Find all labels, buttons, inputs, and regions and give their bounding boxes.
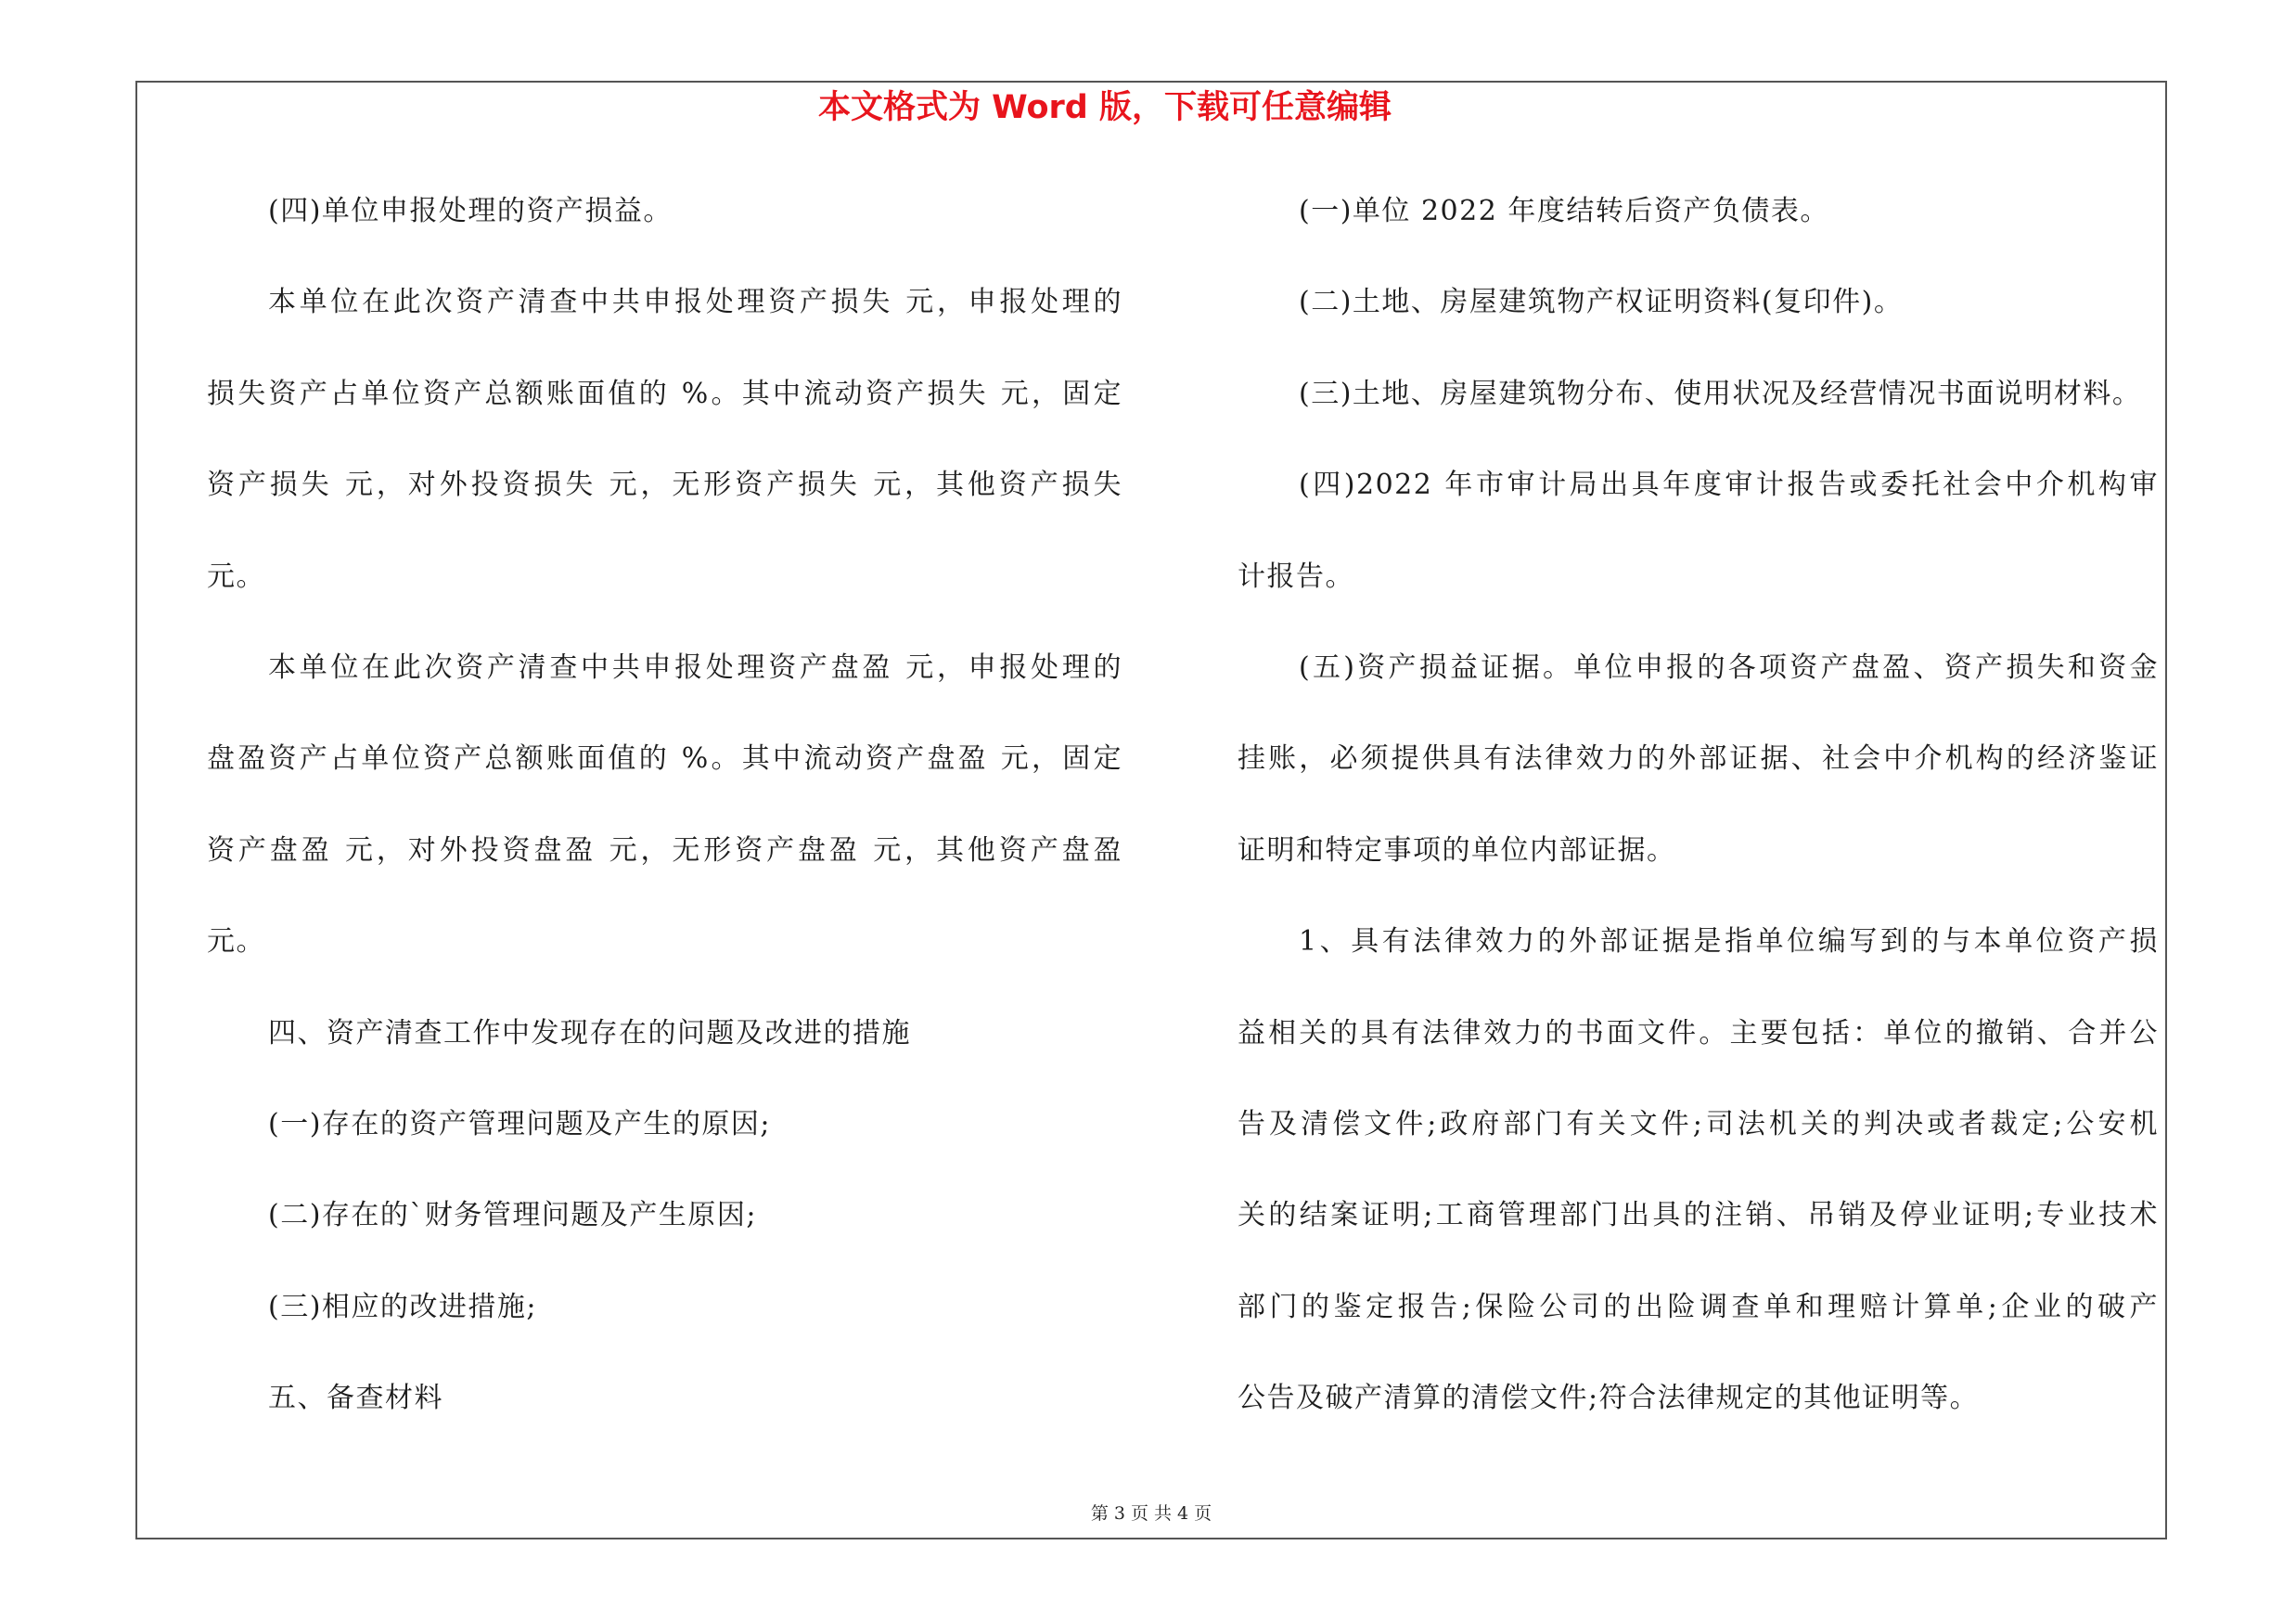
right-column-line: (三)土地、房屋建筑物分布、使用状况及经营情况书面说明材料。 (1299, 377, 2142, 410)
left-text-column (207, 166, 1122, 1444)
right-column-line: (二)土地、房屋建筑物产权证明资料(复印件)。 (1299, 286, 1904, 319)
left-column-line: 本单位在此次资产清查中共申报处理资产盘盈 元，申报处理的 (268, 650, 1122, 684)
right-column-line: (五)资产损益证据。单位申报的各项资产盘盈、资产损失和资金 (1299, 650, 2159, 684)
section-heading: 五、备查材料 (268, 1382, 443, 1415)
right-column-line: 挂账，必须提供具有法律效力的外部证据、社会中介机构的经济鉴证 (1238, 742, 2159, 776)
left-column-line: 盘盈资产占单位资产总额账面值的 %。其中流动资产盘盈 元，固定 (207, 742, 1122, 776)
left-column-line: 元。 (207, 925, 265, 959)
right-column-line: 益相关的具有法律效力的书面文件。主要包括：单位的撤销、合并公 (1238, 1016, 2159, 1050)
right-column-line: 证明和特定事项的单位内部证据。 (1238, 833, 1676, 867)
left-column-line: (四)单位申报处理的资产损益。 (268, 195, 673, 227)
right-column-line: 告及清偿文件;政府部门有关文件;司法机关的判决或者裁定;公安机 (1238, 1107, 2159, 1140)
left-column-line: 资产损失 元，对外投资损失 元，无形资产损失 元，其他资产损失 (207, 469, 1122, 502)
format-notice-header: 本文格式为 Word 版，下载可任意编辑 (817, 89, 1392, 126)
page-number-footer: 第 3 页 共 4 页 (1090, 1503, 1212, 1524)
right-column-line: 计报告。 (1238, 560, 1354, 593)
right-column-line: (一)单位 2022 年度结转后资产负债表。 (1299, 195, 1829, 227)
right-column-line: (四)2022 年市审计局出具年度审计报告或委托社会中介机构审 (1299, 469, 2159, 502)
right-text-column (1238, 166, 2159, 1444)
left-column-line: (一)存在的资产管理问题及产生的原因; (268, 1107, 772, 1140)
right-column-line: 1、具有法律效力的外部证据是指单位编写到的与本单位资产损 (1299, 925, 2159, 959)
right-column-line: 关的结案证明;工商管理部门出具的注销、吊销及停业证明;专业技术 (1238, 1199, 2159, 1232)
left-column-line: 资产盘盈 元，对外投资盘盈 元，无形资产盘盈 元，其他资产盘盈 (207, 833, 1122, 867)
left-column-line: 损失资产占单位资产总额账面值的 %。其中流动资产损失 元，固定 (207, 377, 1122, 410)
left-column-line: (三)相应的改进措施; (268, 1290, 538, 1323)
right-column-line: 公告及破产清算的清偿文件;符合法律规定的其他证明等。 (1238, 1382, 1980, 1415)
right-column-line: 部门的鉴定报告;保险公司的出险调查单和理赔计算单;企业的破产 (1238, 1290, 2159, 1323)
left-column-line: 元。 (207, 560, 265, 593)
left-column-line: 本单位在此次资产清查中共申报处理资产损失 元，申报处理的 (268, 286, 1122, 319)
section-heading: 四、资产清查工作中发现存在的问题及改进的措施 (268, 1016, 911, 1050)
left-column-line: (二)存在的`财务管理问题及产生原因; (268, 1199, 758, 1232)
